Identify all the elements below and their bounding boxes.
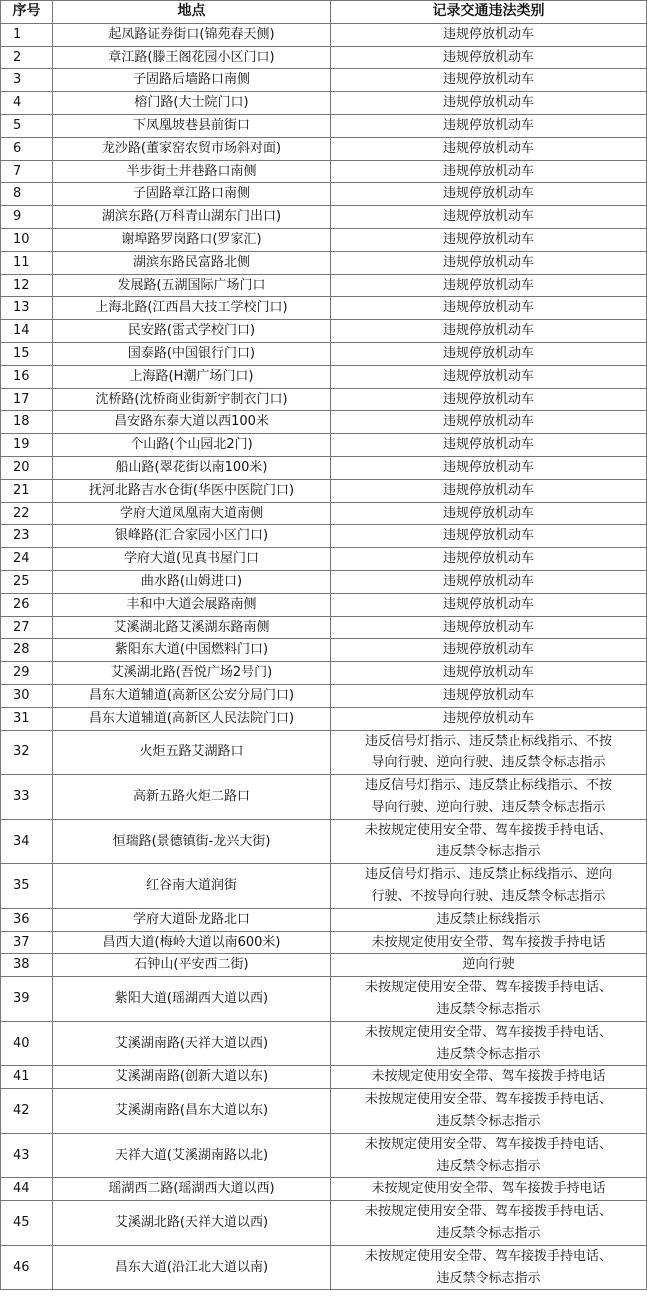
- table-row: [1, 69, 647, 92]
- row-location: 发展路(五湖国际广场门口: [53, 274, 331, 297]
- row-number: 17: [1, 388, 53, 411]
- row-category: [331, 479, 647, 502]
- row-category: [331, 251, 647, 274]
- category-line: 违反禁令标志指示: [436, 844, 541, 860]
- row-location: 子固路章江路口南侧: [53, 183, 331, 206]
- row-number: 36: [1, 908, 53, 931]
- row-number: 12: [1, 274, 53, 297]
- row-location: 子固路后墙路口南侧: [53, 69, 331, 92]
- category-line: 违反禁令标志指示: [436, 1114, 541, 1130]
- row-location: 上海北路(江西昌大技工学校门口): [53, 297, 331, 320]
- row-location: 上海路(H潮广场门口): [53, 365, 331, 388]
- row-category: [331, 525, 647, 548]
- row-number: 15: [1, 342, 53, 365]
- row-location: 曲水路(山姆进口): [53, 570, 331, 593]
- row-category: [331, 342, 647, 365]
- row-category: [331, 548, 647, 571]
- category-line: 违规停放机动车: [442, 482, 534, 498]
- row-number: 33: [1, 775, 53, 820]
- row-number: 41: [1, 1066, 53, 1089]
- row-number: 21: [1, 479, 53, 502]
- row-category: [331, 228, 647, 251]
- row-category: [331, 274, 647, 297]
- category-line: 违规停放机动车: [442, 391, 534, 407]
- row-category: [331, 1133, 647, 1178]
- table-row: [1, 1245, 647, 1290]
- row-location: 艾溪湖北路艾溪湖东路南侧: [53, 616, 331, 639]
- category-line: 违规停放机动车: [442, 254, 534, 270]
- category-line: 违规停放机动车: [442, 72, 534, 88]
- row-category: [331, 977, 647, 1022]
- row-number: 29: [1, 662, 53, 685]
- category-line: 违规停放机动车: [442, 117, 534, 133]
- row-category: [331, 456, 647, 479]
- table-row: [1, 730, 647, 775]
- row-location: 个山路(个山园北2门): [53, 434, 331, 457]
- category-line: 违规停放机动车: [442, 573, 534, 589]
- category-line: 违规停放机动车: [442, 619, 534, 635]
- table-row: [1, 183, 647, 206]
- category-line: 未按规定使用安全带、驾车接拨手持电话、: [364, 1024, 612, 1040]
- row-location: 起凤路证券街口(锦苑春天侧): [53, 23, 331, 46]
- row-location: 学府大道卧龙路北口: [53, 908, 331, 931]
- row-category: [331, 365, 647, 388]
- category-line: 违规停放机动车: [442, 209, 534, 225]
- table-row: [1, 977, 647, 1022]
- row-category: [331, 908, 647, 931]
- row-number: 46: [1, 1245, 53, 1290]
- row-location: 艾溪湖北路(吾悦广场2号门): [53, 662, 331, 685]
- row-category: [331, 69, 647, 92]
- row-number: 22: [1, 502, 53, 525]
- row-location: 紫阳大道(瑶湖西大道以西): [53, 977, 331, 1022]
- category-line: 违规停放机动车: [442, 687, 534, 703]
- row-category: [331, 730, 647, 775]
- category-line: 违规停放机动车: [442, 345, 534, 361]
- row-location: 榕门路(大士院门口): [53, 92, 331, 115]
- category-line: 未按规定使用安全带、驾车接拨手持电话、: [364, 1204, 612, 1220]
- row-number: 28: [1, 639, 53, 662]
- row-number: 19: [1, 434, 53, 457]
- category-line: 违规停放机动车: [442, 665, 534, 681]
- row-category: [331, 593, 647, 616]
- row-category: [331, 570, 647, 593]
- category-line: 导向行驶、逆向行驶、违反禁令标志指示: [371, 799, 606, 815]
- row-number: 4: [1, 92, 53, 115]
- row-location: 船山路(翠花街以南100米): [53, 456, 331, 479]
- category-line: 行驶、不按导向行驶、违反禁令标志指示: [371, 889, 606, 905]
- row-number: 5: [1, 114, 53, 137]
- row-location: 龙沙路(董家窑农贸市场斜对面): [53, 137, 331, 160]
- category-line: 违规停放机动车: [442, 528, 534, 544]
- table-row: [1, 160, 647, 183]
- row-location: 紫阳东大道(中国燃料门口): [53, 639, 331, 662]
- row-category: [331, 388, 647, 411]
- table-row: [1, 1133, 647, 1178]
- table-row: [1, 502, 647, 525]
- row-category: [331, 1178, 647, 1201]
- row-category: [331, 931, 647, 954]
- table-row: [1, 775, 647, 820]
- row-number: 14: [1, 320, 53, 343]
- category-line: 违规停放机动车: [442, 459, 534, 475]
- row-category: [331, 707, 647, 730]
- row-number: 45: [1, 1201, 53, 1246]
- category-line: 未按规定使用安全带、驾车接拨手持电话: [371, 1069, 606, 1085]
- table-row: [1, 1201, 647, 1246]
- row-location: 艾溪湖南路(昌东大道以东): [53, 1089, 331, 1134]
- row-location: 红谷南大道润街: [53, 864, 331, 909]
- category-line: 违反禁令标志指示: [436, 1226, 541, 1242]
- row-number: 40: [1, 1021, 53, 1066]
- table-row: [1, 114, 647, 137]
- table-row: [1, 931, 647, 954]
- table-row: [1, 388, 647, 411]
- header-row: [1, 1, 647, 24]
- category-line: 违规停放机动车: [442, 505, 534, 521]
- category-line: 未按规定使用安全带、驾车接拨手持电话、: [364, 1136, 612, 1152]
- row-location: 昌东大道辅道(高新区公安分局门口): [53, 684, 331, 707]
- category-line: 违规停放机动车: [442, 596, 534, 612]
- table-row: [1, 228, 647, 251]
- category-line: 违规停放机动车: [442, 95, 534, 111]
- row-category: [331, 1089, 647, 1134]
- category-line: 违规停放机动车: [442, 26, 534, 42]
- table-row: [1, 297, 647, 320]
- row-location: 半步街土井巷路口南侧: [53, 160, 331, 183]
- category-line: 违规停放机动车: [442, 710, 534, 726]
- table-row: [1, 274, 647, 297]
- row-location: 昌安路东泰大道以西100米: [53, 411, 331, 434]
- table-row: [1, 137, 647, 160]
- row-category: [331, 864, 647, 909]
- row-category: [331, 183, 647, 206]
- category-line: 未按规定使用安全带、驾车接拨手持电话: [371, 934, 606, 950]
- table-row: [1, 1178, 647, 1201]
- row-location: 昌东大道(沿江北大道以南): [53, 1245, 331, 1290]
- row-number: 24: [1, 548, 53, 571]
- row-category: [331, 137, 647, 160]
- row-category: [331, 411, 647, 434]
- row-category: [331, 1245, 647, 1290]
- row-number: 35: [1, 864, 53, 909]
- category-line: 违反禁令标志指示: [436, 1270, 541, 1286]
- table-row: [1, 320, 647, 343]
- row-number: 20: [1, 456, 53, 479]
- table-row: [1, 342, 647, 365]
- row-number: 32: [1, 730, 53, 775]
- category-line: 导向行驶、逆向行驶、违反禁令标志指示: [371, 755, 606, 771]
- category-line: 违反信号灯指示、违反禁止标线指示、不按: [364, 778, 612, 794]
- category-line: 违规停放机动车: [442, 277, 534, 293]
- row-number: 38: [1, 954, 53, 977]
- row-category: [331, 206, 647, 229]
- row-number: 10: [1, 228, 53, 251]
- row-category: [331, 297, 647, 320]
- row-number: 8: [1, 183, 53, 206]
- row-category: [331, 92, 647, 115]
- row-number: 43: [1, 1133, 53, 1178]
- row-location: 丰和中大道会展路南侧: [53, 593, 331, 616]
- table-row: [1, 570, 647, 593]
- row-location: 艾溪湖南路(天祥大道以西): [53, 1021, 331, 1066]
- row-number: 30: [1, 684, 53, 707]
- category-line: 违反禁令标志指示: [436, 1002, 541, 1018]
- row-number: 34: [1, 819, 53, 864]
- row-category: [331, 114, 647, 137]
- row-number: 42: [1, 1089, 53, 1134]
- row-category: [331, 662, 647, 685]
- table-row: [1, 662, 647, 685]
- row-location: 学府大道凤凰南大道南侧: [53, 502, 331, 525]
- row-location: 艾溪湖北路(天祥大道以西): [53, 1201, 331, 1246]
- row-category: [331, 502, 647, 525]
- category-line: 违反信号灯指示、违反禁止标线指示、逆向: [364, 867, 612, 883]
- row-location: 高新五路火炬二路口: [53, 775, 331, 820]
- row-number: 1: [1, 23, 53, 46]
- table-row: [1, 479, 647, 502]
- row-category: [331, 616, 647, 639]
- row-number: 6: [1, 137, 53, 160]
- table-row: [1, 864, 647, 909]
- row-location: 恒瑞路(景德镇街-龙兴大街): [53, 819, 331, 864]
- category-line: 违规停放机动车: [442, 368, 534, 384]
- table-row: [1, 206, 647, 229]
- category-line: 逆向行驶: [462, 957, 515, 973]
- table-row: [1, 707, 647, 730]
- table-row: [1, 434, 647, 457]
- row-number: 16: [1, 365, 53, 388]
- table-row: [1, 1089, 647, 1134]
- row-location: 学府大道(见真书屋门口: [53, 548, 331, 571]
- category-line: 违规停放机动车: [442, 437, 534, 453]
- table-row: [1, 92, 647, 115]
- row-location: 石钟山(平安西二街): [53, 954, 331, 977]
- category-line: 未按规定使用安全带、驾车接拨手持电话: [371, 1181, 606, 1197]
- table-row: [1, 819, 647, 864]
- row-number: 3: [1, 69, 53, 92]
- row-category: [331, 160, 647, 183]
- row-number: 27: [1, 616, 53, 639]
- row-category: [331, 775, 647, 820]
- row-number: 44: [1, 1178, 53, 1201]
- table-row: [1, 525, 647, 548]
- category-line: 违规停放机动车: [442, 642, 534, 658]
- table-row: [1, 1021, 647, 1066]
- row-number: 11: [1, 251, 53, 274]
- row-number: 13: [1, 297, 53, 320]
- table-row: [1, 251, 647, 274]
- category-line: 违反禁止标线指示: [436, 911, 541, 927]
- category-line: 未按规定使用安全带、驾车接拨手持电话、: [364, 980, 612, 996]
- row-category: [331, 954, 647, 977]
- category-line: 违反禁令标志指示: [436, 1046, 541, 1062]
- category-line: 违规停放机动车: [442, 163, 534, 179]
- row-number: 7: [1, 160, 53, 183]
- table-row: [1, 1066, 647, 1089]
- table-row: [1, 411, 647, 434]
- row-category: [331, 434, 647, 457]
- row-number: 31: [1, 707, 53, 730]
- table-row: [1, 908, 647, 931]
- table-body: [1, 23, 647, 1290]
- header-location: 地点: [53, 1, 331, 24]
- row-location: 火炬五路艾湖路口: [53, 730, 331, 775]
- row-category: [331, 639, 647, 662]
- category-line: 违反禁令标志指示: [436, 1158, 541, 1174]
- category-line: 违规停放机动车: [442, 300, 534, 316]
- category-line: 违规停放机动车: [442, 551, 534, 567]
- header-category: 记录交通违法类别: [331, 1, 647, 24]
- row-location: 湖滨东路民富路北侧: [53, 251, 331, 274]
- row-location: 下凤凰坡巷县前街口: [53, 114, 331, 137]
- table-row: [1, 954, 647, 977]
- row-category: [331, 819, 647, 864]
- row-location: 瑶湖西二路(瑶湖西大道以西): [53, 1178, 331, 1201]
- table-row: [1, 593, 647, 616]
- row-location: 沈桥路(沈桥商业街新宇制衣门口): [53, 388, 331, 411]
- row-category: [331, 320, 647, 343]
- table-row: [1, 616, 647, 639]
- row-category: [331, 46, 647, 69]
- table-row: [1, 548, 647, 571]
- row-location: 天祥大道(艾溪湖南路以北): [53, 1133, 331, 1178]
- row-category: [331, 1201, 647, 1246]
- row-location: 国泰路(中国银行门口): [53, 342, 331, 365]
- category-line: 违规停放机动车: [442, 231, 534, 247]
- row-location: 谢埠路罗岗路口(罗家汇): [53, 228, 331, 251]
- row-location: 章江路(滕王阁花园小区门口): [53, 46, 331, 69]
- row-location: 昌西大道(梅岭大道以南600米): [53, 931, 331, 954]
- row-category: [331, 684, 647, 707]
- row-category: [331, 1066, 647, 1089]
- row-number: 39: [1, 977, 53, 1022]
- category-line: 违规停放机动车: [442, 49, 534, 65]
- category-line: 未按规定使用安全带、驾车接拨手持电话、: [364, 1092, 612, 1108]
- category-line: 违规停放机动车: [442, 140, 534, 156]
- row-number: 37: [1, 931, 53, 954]
- category-line: 违规停放机动车: [442, 323, 534, 339]
- row-location: 昌东大道辅道(高新区人民法院门口): [53, 707, 331, 730]
- table-row: [1, 23, 647, 46]
- category-line: 未按规定使用安全带、驾车接拨手持电话、: [364, 822, 612, 838]
- row-number: 23: [1, 525, 53, 548]
- row-number: 9: [1, 206, 53, 229]
- header-no: 序号: [1, 1, 53, 24]
- table-row: [1, 46, 647, 69]
- row-number: 26: [1, 593, 53, 616]
- row-location: 抚河北路吉水仓街(华医中医院门口): [53, 479, 331, 502]
- row-number: 18: [1, 411, 53, 434]
- table-row: [1, 456, 647, 479]
- row-location: 民安路(雷式学校门口): [53, 320, 331, 343]
- row-location: 艾溪湖南路(创新大道以东): [53, 1066, 331, 1089]
- category-line: 未按规定使用安全带、驾车接拨手持电话、: [364, 1248, 612, 1264]
- table-row: [1, 684, 647, 707]
- category-line: 违规停放机动车: [442, 414, 534, 430]
- table-row: [1, 639, 647, 662]
- category-line: 违反信号灯指示、违反禁止标线指示、不按: [364, 733, 612, 749]
- row-category: [331, 1021, 647, 1066]
- category-line: 违规停放机动车: [442, 186, 534, 202]
- row-number: 2: [1, 46, 53, 69]
- row-location: 湖滨东路(万科青山湖东门出口): [53, 206, 331, 229]
- table-row: [1, 365, 647, 388]
- row-category: [331, 23, 647, 46]
- row-location: 银峰路(汇合家园小区门口): [53, 525, 331, 548]
- row-number: 25: [1, 570, 53, 593]
